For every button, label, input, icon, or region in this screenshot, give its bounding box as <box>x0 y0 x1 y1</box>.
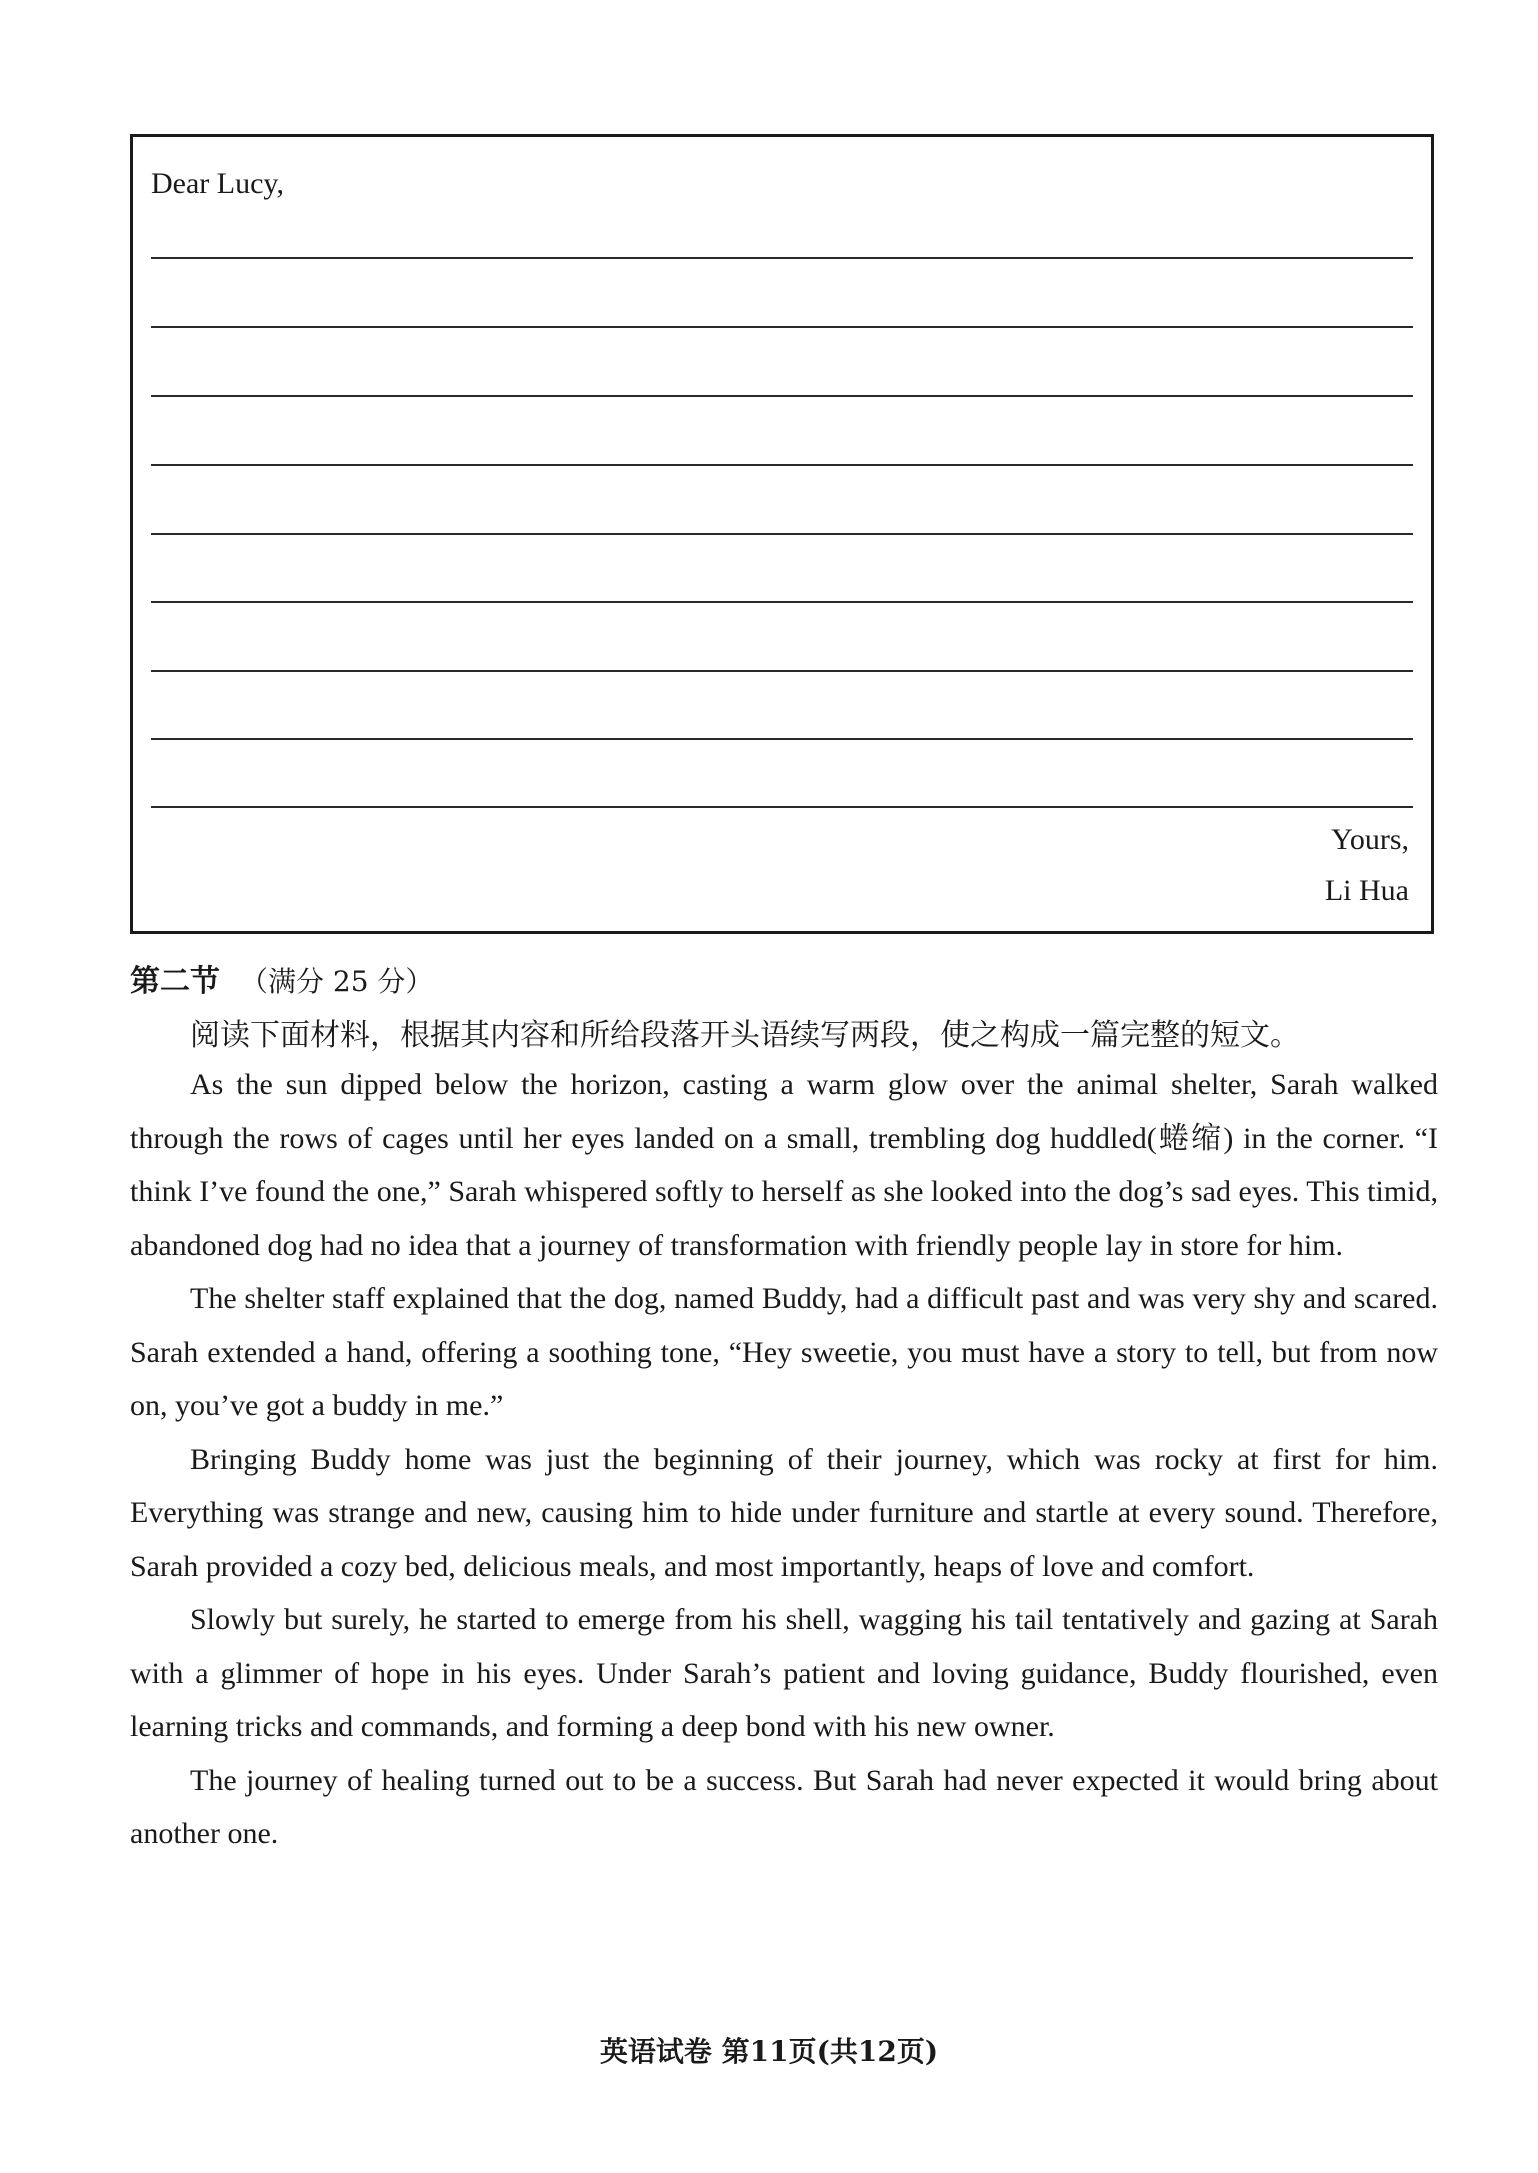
passage-paragraph: The journey of healing turned out to be a success. But Sarah had never expected it would bring about another one. <box>130 1763 1438 1850</box>
writing-line <box>151 533 1413 535</box>
writing-line <box>151 326 1413 328</box>
writing-line <box>151 464 1413 466</box>
section-heading <box>130 956 433 1000</box>
letter-closing: Yours, <box>1331 823 1409 856</box>
writing-line <box>151 738 1413 740</box>
writing-line <box>151 601 1413 603</box>
writing-line <box>151 395 1413 397</box>
reading-passage <box>130 1058 1438 1861</box>
page-footer: 英语试卷 第11页(共12页) <box>599 2035 939 2068</box>
letter-writing-box <box>130 134 1434 934</box>
passage-paragraph: Slowly but surely, he started to emerge from his shell, wagging his tail tentatively and gazing at Sarah with a glimmer of hope in his eyes. Under Sarah’s patient and loving guidance, Buddy flourished, even learning tricks and commands, and forming a deep bond with his new owner. <box>130 1603 1438 1743</box>
section-title: 第二节 <box>130 964 220 999</box>
section-instruction: 阅读下面材料，根据其内容和所给段落开头语续写两段，使之构成一篇完整的短文。 <box>190 1018 1300 1053</box>
writing-line <box>151 670 1413 672</box>
section-score: （满分 25 分） <box>240 965 434 998</box>
letter-salutation: Dear Lucy, <box>151 167 284 200</box>
writing-line <box>151 257 1413 259</box>
passage-paragraph: Bringing Buddy home was just the beginning of their journey, which was rocky at first for him. Everything was strange and new, causing him to hide under furniture and startle at every sound. Therefore, Sarah provided a cozy bed, delicious meals, and most importantly, heaps of love and comfort. <box>130 1442 1438 1583</box>
letter-signature: Li Hua <box>1324 874 1409 907</box>
writing-line <box>151 806 1413 808</box>
passage-paragraph: The shelter staff explained that the dog, named Buddy, had a difficult past and was very shy and scared. Sarah extended a hand, offering a soothing tone, “Hey sweetie, you must have a story to tell, but from now on, you’ve got a buddy in me.” <box>130 1282 1438 1422</box>
passage-paragraph: As the sun dipped below the horizon, casting a warm glow over the animal shelter, Sarah walked through the rows of cages until her eyes landed on a small, trembling dog huddled(蜷缩) in the corner. “I think I’ve found the one,” Sarah whispered softly to herself as she looked into the dog’s sad eyes. This timid, abandoned dog had no idea that a journey of transformation with friendly people lay in store for him. <box>130 1068 1438 1262</box>
